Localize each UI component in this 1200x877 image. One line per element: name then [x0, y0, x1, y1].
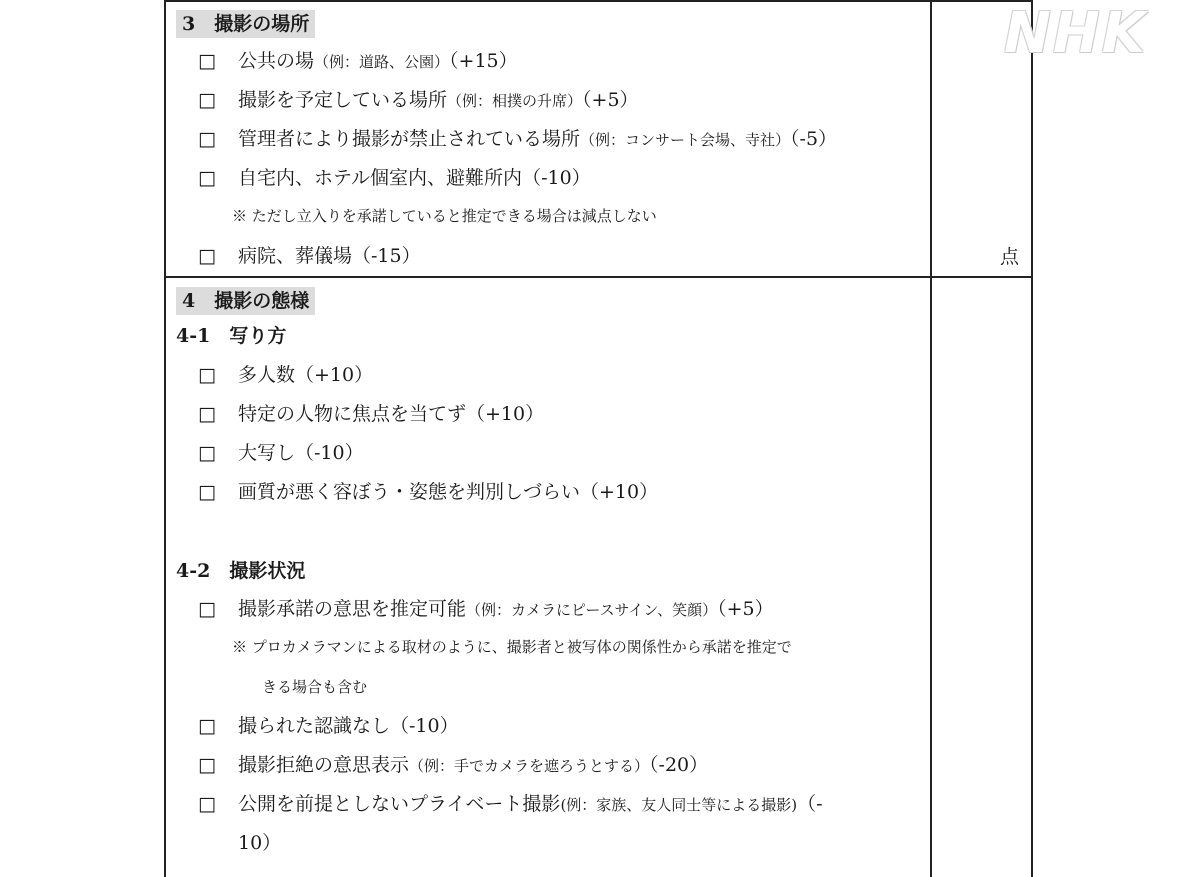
checkbox[interactable]: □: [198, 167, 216, 189]
nhk-logo: NHK: [1004, 1, 1148, 66]
location-item-planned: □ 撮影を予定している場所（例：相撲の升席）（+5）: [198, 89, 639, 111]
table-right-border: [1031, 0, 1033, 877]
situation-item-unaware: □ 撮られた認識なし（-10）: [198, 715, 459, 737]
checkbox[interactable]: □: [198, 50, 216, 72]
checkbox[interactable]: □: [198, 442, 216, 464]
location-item-hospital: □ 病院、葬儀場（-15）: [198, 245, 421, 267]
location-item-prohibited: □ 管理者により撮影が禁止されている場所（例：コンサート会場、寺社）（-5）: [198, 128, 838, 150]
checkbox[interactable]: □: [198, 754, 216, 776]
checkbox[interactable]: □: [198, 793, 216, 815]
section-4-title: 4 撮影の態様: [176, 287, 315, 315]
checkbox[interactable]: □: [198, 245, 216, 267]
checkbox[interactable]: □: [198, 403, 216, 425]
section-separator: [164, 276, 1032, 278]
score-unit: 点: [1000, 246, 1020, 268]
subsection-4-2-title: 4-2 撮影状況: [176, 560, 306, 582]
table-top-border: [164, 0, 1032, 2]
checkbox[interactable]: □: [198, 481, 216, 503]
situation-item-consent: □ 撮影承諾の意思を推定可能（例：カメラにピースサイン、笑顔）（+5）: [198, 598, 774, 620]
checkbox[interactable]: □: [198, 89, 216, 111]
location-item-public: □ 公共の場（例：道路、公園）（+15）: [198, 50, 518, 72]
checkbox[interactable]: □: [198, 128, 216, 150]
situation-item-private: □ 公開を前提としないプライベート撮影(例：家族、友人同士等による撮影)（-: [198, 793, 823, 815]
situation-item-private-wrap: 10）: [238, 832, 282, 854]
subsection-4-1-title: 4-1 写り方: [176, 325, 287, 347]
situation-remark-line-2: きる場合も含む: [262, 678, 368, 696]
location-remark: ※ ただし立入りを承諾していると推定できる場合は減点しない: [232, 207, 657, 225]
table-divider-border: [930, 0, 932, 877]
checkbox[interactable]: □: [198, 598, 216, 620]
shot-item-crowd: □ 多人数（+10）: [198, 364, 374, 386]
checkbox[interactable]: □: [198, 715, 216, 737]
location-item-private-room: □ 自宅内、ホテル個室内、避難所内（-10）: [198, 167, 591, 189]
section-3-title: 3 撮影の場所: [176, 10, 315, 38]
table-left-border: [164, 0, 166, 877]
situation-remark-line-1: ※ プロカメラマンによる取材のように、撮影者と被写体の関係性から承諾を推定で: [232, 638, 792, 656]
shot-item-low-quality: □ 画質が悪く容ぼう・姿態を判別しづらい（+10）: [198, 481, 659, 503]
checkbox[interactable]: □: [198, 364, 216, 386]
shot-item-closeup: □ 大写し（-10）: [198, 442, 364, 464]
shot-item-unfocused: □ 特定の人物に焦点を当てず（+10）: [198, 403, 545, 425]
situation-item-refusal: □ 撮影拒絶の意思表示（例：手でカメラを遮ろうとする）（-20）: [198, 754, 709, 776]
